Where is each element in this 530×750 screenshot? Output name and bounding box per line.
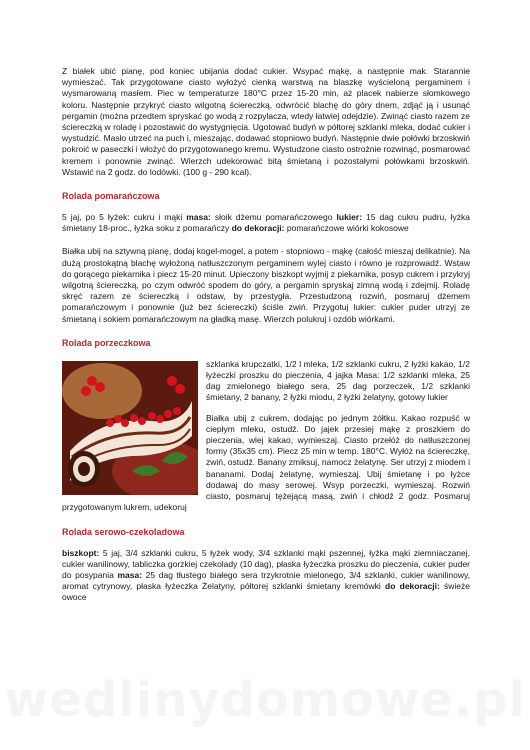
label-do-dekoracji: do dekoracji: <box>385 581 440 592</box>
intro-paragraph: Z białek ubić pianę, pod koniec ubijania dodać cukier. Wsypać mąkę, a następnie mak. Starannie wymieszać. Tak przygotowane ciasto wyłożyć cienką warstwą na blaszkę wyścieloną pergaminem i wysmarowaną masłem. Piec w temperaturze 180°C przez 15-20 min, aż placek nabierze słomkowego koloru. Następnie przykryć ciasto wilgotną ściereczką, odwrócić blachę do góry dnem, zdjąć ją i usunąć pergamin (można przedtem spryskać go wodą z rozpylacza, wtedy łatwiej odejdzie). Zwinąć ciasto razem ze ściereczką w roladę i pozostawić do wystygnięcia. Ugotować budyń w półtorej szklanki mleka, dodać cukier i wystudzić. Masło utrzeć na puch i, mieszając, dodawać stopniowo budyń. Następnie dwie połówki brzoskwiń pokroić w paseczki i włożyć do przygotowanego kremu. Wystudzone ciasto ostrożnie rozwinąć, posmarować kremem i ponownie zwinąć. Wierzch udekorować bitą śmietaną i pozostałymi połówkami brzoskwiń. Wstawić na 2 godz. do lodówki. (100 g - 290 kcal). <box>62 66 470 177</box>
label-do-dekoracji: do dekoracji: <box>231 223 285 234</box>
label-masa: masa: <box>117 569 143 580</box>
roulade-photo <box>62 361 198 495</box>
ingredients-text: 15 dag cukru pudru, łyżka śmietany 18-proc., łyżka soku z pomarańczy <box>62 212 470 234</box>
ingredients-text: 25 dag tłustego białego sera trzykrotnie mielonego, 3/4 szklanki, cukier wanilinowy, aromat cytrynowy, płaska łyżeczka Żelatyny, półtorej szklanki śmietany kremówki <box>62 569 470 592</box>
watermark <box>0 672 530 728</box>
heading-rolada-porzeczkowa: Rolada porzeczkowa <box>62 337 151 348</box>
ingredients-text: świeże owoce <box>62 581 471 603</box>
heading-rolada-pomaranczowa: Rolada pomarańczowa <box>62 191 160 202</box>
label-biszkopt: biszkopt: <box>62 547 100 558</box>
ingredients-text: 5 jaj, po 5 łyżek: cukru i mąki <box>62 212 187 223</box>
ingredients-text: słoik dżemu pomarańczowego <box>210 212 337 223</box>
ingredients-pomaranczowa <box>62 212 470 234</box>
label-lukier: lukier: <box>336 212 363 223</box>
label-masa: masa: <box>186 212 211 223</box>
instructions-porzeczkowa: Białka ubij z cukrem, dodając po jednym żółtku. Kakao rozpuść w ciepłym mleku, ostudź. Do jajek przesiej mąkę z proszkiem do pieczenia, wlej kakao, wymieszaj. Ciasto przełóż do natłuszczonej formy (35x35 cm). Piecz 25 min w temp. 180°C. Wyłóż na ściereczkę, zwiń, ostudź. Banany zmiksuj, namocz żelatynę. Ser utrzyj z miodem i bananami. Dodaj żelatynę, wymieszaj. Ubij śmietanę i po łyżce dodawaj do masy serowej. Wsyp porzeczki, wymieszaj. Rozwiń ciasto, posmaruj tężejącą masą, zwiń i chłodź 2 godz. Posmaruj przygotowanym lukrem, udekoruj <box>62 412 470 513</box>
roulade-illustration <box>62 361 198 495</box>
instructions-pomaranczowa: Białka ubij na sztywną pianę, dodaj kogel-mogel, a potem - stopniowo - mąkę (całość mieszaj delikatnie). Na dużą prostokątną blachę wyłożoną natłuszczonym pergaminem wylej ciasto i równo je rozprowadź. Wstaw do gorącego piekarnika i piecz 15-20 minut. Upieczony biszkopt wyjmij z piekarnika, posyp cukrem i przykryj wilgotną ściereczką, po czym odwróć spodem do góry, a pergamin spryskaj zimną wodą i zdejmij. Roladę skręć razem ze ściereczką i odstaw, by przestygła. Przestudzoną rozwiń, posmaruj dżemem pomarańczowym i ponownie (już bez ściereczki) ściśle zwiń. Przygotuj lukier: cukier puder utrzyj ze śmietaną i sokiem pomarańczowym na gładką masę. Wierzch polukruj i ozdób wiórkami. <box>62 246 470 324</box>
ingredients-porzeczkowa: szklanka krupczatki, 1/2 l mleka, 1/2 szklanki cukru, 2 łyżki kakao, 1/2 łyżeczki proszku do pieczenia, 4 jajka Masa: 1/2 szklanki mleka, 25 dag zmielonego białego sera, 25 dag porzeczek, 1/2 szklanki śmietany, 2 banany, 2 łyżki miodu, 2 łyżki żelatyny, gotowy lukier <box>206 358 470 403</box>
recipe-page <box>62 66 470 604</box>
ingredients-text: pomarańczowe wiórki kokosowe <box>284 223 409 234</box>
ingredients-text: 5 jaj, 3/4 szklanki cukru, 5 łyżek wody, 3/4 szklanki mąki pszennej, łyżka mąki ziemniaczanej, cukier wanilinowy, tabliczka gorzkiej czekolady (10 dag), płaska łyżeczka proszku do pieczenia, cukier puder do posypania <box>62 547 470 580</box>
ingredients-serowo-czekoladowa <box>62 548 470 604</box>
heading-rolada-serowo-czekoladowa: Rolada serowo-czekoladowa <box>62 526 185 537</box>
porzeczkowa-body <box>62 359 470 514</box>
